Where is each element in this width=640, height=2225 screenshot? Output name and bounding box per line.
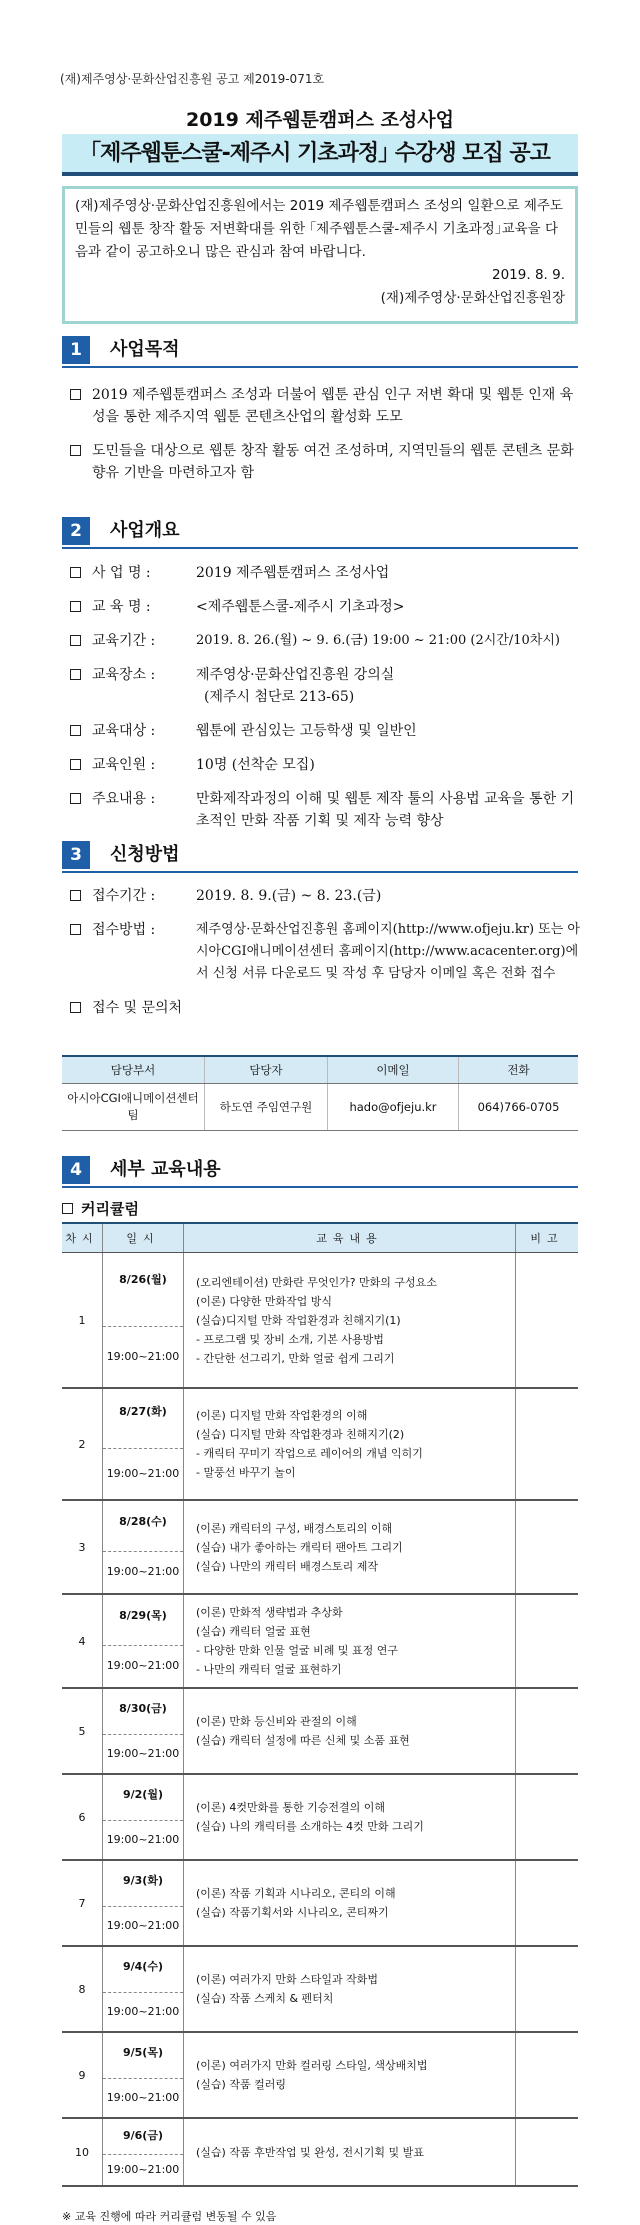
session-content [184, 1388, 516, 1500]
session-time: 19:00~21:00 [106, 2163, 180, 2176]
session-remark [516, 1946, 579, 2032]
content-line: (실습) 작품기획서와 시나리오, 콘티짜기 [196, 1906, 389, 1919]
checkbox-bullet-icon [70, 793, 81, 804]
section-title: 사업목적 [110, 339, 180, 360]
content-line: (이론) 작품 기획과 시나리오, 콘티의 이해 [196, 1887, 396, 1900]
intro-text: (재)제주영상·문화산업진흥원에서는 2019 제주웹툰캠퍼스 조성의 일환으로 제주도민들의 웹툰 창작 활동 저변확대를 위한 ｢제주웹툰스쿨-제주시 기초과정｣교육을 다음과 같이 공고하오니 많은 관심과 참여 바랍니다. [75, 198, 563, 260]
content-line: - 말풍선 바꾸기 놀이 [196, 1466, 296, 1479]
content-line: (이론) 만화 등신비와 관절의 이해 [196, 1715, 357, 1728]
session-content [184, 1774, 516, 1860]
intro-box [62, 186, 578, 324]
session-datetime [103, 1594, 184, 1688]
contact-dept: 아시아CGI애니메이션센터팀 [62, 1084, 205, 1131]
session-number: 3 [62, 1500, 103, 1594]
session-date: 9/3(화) [103, 1862, 183, 1907]
content-line: (실습) 작품 스케치 & 펜터치 [196, 1992, 334, 2005]
table-row [62, 1388, 578, 1500]
list-item: 도민들을 대상으로 웹툰 창작 활동 여건 조성하며, 지역민들의 웹툰 콘텐츠 문화 향유 기반을 마련하고자 함 [70, 440, 582, 484]
list-item: 교 육 명 : <제주웹툰스쿨-제주시 기초과정> [70, 596, 582, 618]
checkbox-bullet-icon [70, 924, 81, 935]
session-remark [516, 1500, 579, 1594]
curriculum-table [62, 1222, 578, 2187]
session-datetime [103, 1388, 184, 1500]
content-line: (실습) 작품 컬러링 [196, 2078, 286, 2091]
list-item: 접수방법 : 제주영상·문화산업진흥원 홈페이지(http://www.ofjeju.kr) 또는 아시아CGI애니메이션센터 홈페이지(http://www.acacenter.org)에서 신청 서류 다운로드 및 작성 후 담당자 이메일 혹은 전화 접수 [70, 919, 582, 985]
session-number: 4 [62, 1594, 103, 1688]
contact-email[interactable]: hado@ofjeju.kr [328, 1084, 459, 1131]
section-number: 2 [62, 517, 90, 545]
session-number: 2 [62, 1388, 103, 1500]
table-row [62, 1500, 578, 1594]
content-line: (이론) 디지털 만화 작업환경의 이해 [196, 1409, 368, 1422]
section-3-header [62, 841, 578, 869]
content-line: (실습) 디지털 만화 작업환경과 친해지기(2) [196, 1428, 405, 1441]
content-line: (실습) 나의 캐릭터를 소개하는 4컷 만화 그리기 [196, 1820, 424, 1833]
list-item: 교육대상 : 웹툰에 관심있는 고등학생 및 일반인 [70, 720, 582, 742]
session-time: 19:00~21:00 [106, 1833, 180, 1846]
session-number: 6 [62, 1774, 103, 1860]
contact-phone: 064)766-0705 [459, 1084, 579, 1131]
list-item: 주요내용 : 만화제작과정의 이해 및 웹툰 제작 툴의 사용법 교육을 통한 기초적인 만화 작품 기획 및 제작 능력 향상 [70, 788, 582, 832]
table-row [62, 2118, 578, 2186]
session-remark [516, 2118, 579, 2186]
contact-header: 전화 [459, 1056, 579, 1084]
footnote: ※ 교육 진행에 따라 커리큘럼 변동될 수 있음 [62, 2210, 277, 2223]
contact-table [62, 1055, 578, 1131]
checkbox-bullet-icon [70, 567, 81, 578]
content-line: - 캐릭터 꾸미기 작업으로 레이어의 개념 익히기 [196, 1447, 423, 1460]
session-number: 10 [62, 2118, 103, 2186]
section-2-header [62, 517, 578, 545]
session-number: 9 [62, 2032, 103, 2118]
notice-number: (재)제주영상·문화산업진흥원 공고 제2019-071호 [60, 72, 325, 86]
section-divider [62, 547, 578, 549]
session-datetime [103, 2118, 184, 2186]
content-line: (이론) 여러가지 만화 스타일과 작화법 [196, 1973, 378, 1986]
session-time: 19:00~21:00 [106, 2005, 180, 2018]
checkbox-bullet-icon [70, 635, 81, 646]
content-line: (이론) 다양한 만화작업 방식 [196, 1294, 332, 1308]
section-divider [62, 871, 578, 873]
section-divider [62, 366, 578, 368]
table-row [62, 1860, 578, 1946]
session-content [184, 1594, 516, 1688]
session-date: 9/4(수) [103, 1948, 183, 1993]
session-datetime [103, 1500, 184, 1594]
contact-header: 담당부서 [62, 1056, 205, 1084]
curriculum-header: 비고 [516, 1223, 579, 1253]
session-content [184, 2032, 516, 2118]
contact-person: 하도연 주임연구원 [205, 1084, 328, 1131]
session-content [184, 1253, 516, 1389]
list-item: 교육인원 : 10명 (선착순 모집) [70, 754, 582, 776]
section-title: 사업개요 [110, 520, 180, 541]
session-date: 8/26(월) [103, 1254, 183, 1327]
checkbox-bullet-icon [62, 1203, 73, 1214]
intro-issuer: (재)제주영상·문화산업진흥원장 [380, 290, 565, 306]
section-title: 신청방법 [110, 844, 180, 865]
content-line: (이론) 여러가지 만화 컬러링 스타일, 색상배치법 [196, 2059, 428, 2072]
list-item: 접수 및 문의처 [70, 997, 582, 1019]
checkbox-bullet-icon [70, 1002, 81, 1013]
content-line: - 간단한 선그리기, 만화 얼굴 쉽게 그리기 [196, 1351, 395, 1365]
content-line: (이론) 캐릭터의 구성, 배경스토리의 이해 [196, 1521, 393, 1535]
session-datetime [103, 2032, 184, 2118]
session-remark [516, 1388, 579, 1500]
checkbox-bullet-icon [70, 445, 81, 456]
session-content [184, 1946, 516, 2032]
content-line: (실습) 나만의 캐릭터 배경스토리 제작 [196, 1559, 378, 1573]
list-item: 교육기간 : 2019. 8. 26.(월) ~ 9. 6.(금) 19:00 ~ 21:00 (2시간/10차시) [70, 630, 582, 652]
intro-date: 2019. 8. 9. [492, 267, 565, 283]
section-divider [62, 1186, 578, 1188]
content-line: (오리엔테이션) 만화란 무엇인가? 만화의 구성요소 [196, 1275, 437, 1289]
table-row [62, 2032, 578, 2118]
session-datetime [103, 1860, 184, 1946]
list-item: 접수기간 : 2019. 8. 9.(금) ~ 8. 23.(금) [70, 885, 582, 907]
content-line: (실습) 캐릭터 얼굴 표현 [196, 1625, 311, 1638]
curriculum-header: 차시 [62, 1223, 103, 1253]
checkbox-bullet-icon [70, 890, 81, 901]
content-line: (실습) 내가 좋아하는 캐릭터 팬아트 그리기 [196, 1540, 403, 1554]
table-row [62, 1688, 578, 1774]
session-number: 1 [62, 1253, 103, 1389]
session-remark [516, 1774, 579, 1860]
session-time: 19:00~21:00 [106, 2091, 180, 2104]
table-row [62, 1253, 578, 1389]
session-number: 5 [62, 1688, 103, 1774]
session-content [184, 2118, 516, 2186]
curriculum-header: 일시 [103, 1223, 184, 1253]
list-item: 교육장소 : 제주영상·문화산업진흥원 강의실 (제주시 첨단로 213-65) [70, 664, 582, 708]
checkbox-bullet-icon [70, 669, 81, 680]
content-line: - 다양한 만화 인물 얼굴 비례 및 표정 연구 [196, 1644, 398, 1657]
content-line: (이론) 만화적 생략법과 추상화 [196, 1606, 343, 1619]
session-remark [516, 1860, 579, 1946]
checkbox-bullet-icon [70, 389, 81, 400]
session-number: 7 [62, 1860, 103, 1946]
session-remark [516, 1688, 579, 1774]
purpose-list [70, 384, 582, 496]
session-content [184, 1500, 516, 1594]
session-datetime [103, 1946, 184, 2032]
session-remark [516, 1253, 579, 1389]
section-number: 1 [62, 336, 90, 364]
checkbox-bullet-icon [70, 601, 81, 612]
session-content [184, 1688, 516, 1774]
content-line: (실습)디지털 만화 작업환경과 친해지기(1) [196, 1313, 401, 1327]
table-row [62, 1774, 578, 1860]
content-line: (실습) 작품 후반작업 및 완성, 전시기획 및 발표 [196, 2145, 424, 2159]
session-time: 19:00~21:00 [106, 1919, 180, 1932]
curriculum-label: 커리큘럼 [62, 1198, 139, 1219]
table-row [62, 1946, 578, 2032]
session-time: 19:00~21:00 [106, 1350, 180, 1363]
session-date: 9/2(월) [103, 1776, 183, 1821]
contact-header: 이메일 [328, 1056, 459, 1084]
session-datetime [103, 1774, 184, 1860]
section-number: 4 [62, 1156, 90, 1184]
content-line: - 프로그램 및 장비 소개, 기본 사용방법 [196, 1332, 384, 1346]
session-date: 8/29(목) [103, 1596, 183, 1646]
session-time: 19:00~21:00 [106, 1565, 180, 1578]
session-date: 8/28(수) [103, 1502, 183, 1552]
page-subtitle: ｢제주웹툰스쿨-제주시 기초과정｣ 수강생 모집 공고 [62, 134, 578, 176]
session-time: 19:00~21:00 [106, 1467, 180, 1480]
session-datetime [103, 1688, 184, 1774]
session-date: 9/5(목) [103, 2034, 183, 2079]
section-4-header [62, 1156, 578, 1184]
session-remark [516, 2032, 579, 2118]
session-date: 8/30(금) [103, 1690, 183, 1735]
session-time: 19:00~21:00 [106, 1659, 180, 1672]
section-title: 세부 교육내용 [110, 1159, 221, 1180]
content-line: (이론) 4컷만화를 통한 기승전결의 이해 [196, 1801, 385, 1814]
section-1-header [62, 336, 578, 364]
session-time: 19:00~21:00 [106, 1747, 180, 1760]
contact-header: 담당자 [205, 1056, 328, 1084]
session-number: 8 [62, 1946, 103, 2032]
checkbox-bullet-icon [70, 725, 81, 736]
curriculum-header: 교육내용 [184, 1223, 516, 1253]
page-title: 2019 제주웹툰캠퍼스 조성사업 [185, 109, 454, 131]
section-number: 3 [62, 841, 90, 869]
session-content [184, 1860, 516, 1946]
content-line: (실습) 캐릭터 설정에 따른 신체 및 소품 표현 [196, 1734, 410, 1747]
session-remark [516, 1594, 579, 1688]
overview-list [70, 562, 582, 844]
table-row [62, 1594, 578, 1688]
content-line: - 나만의 캐릭터 얼굴 표현하기 [196, 1663, 342, 1676]
apply-list [70, 885, 582, 1031]
session-datetime [103, 1253, 184, 1389]
session-date: 9/6(금) [103, 2120, 183, 2155]
list-item: 2019 제주웹툰캠퍼스 조성과 더불어 웹툰 관심 인구 저변 확대 및 웹툰 인재 육성을 통한 제주지역 웹툰 콘텐츠산업의 활성화 도모 [70, 384, 582, 428]
checkbox-bullet-icon [70, 759, 81, 770]
list-item: 사 업 명 : 2019 제주웹툰캠퍼스 조성사업 [70, 562, 582, 584]
session-date: 8/27(화) [103, 1390, 183, 1449]
